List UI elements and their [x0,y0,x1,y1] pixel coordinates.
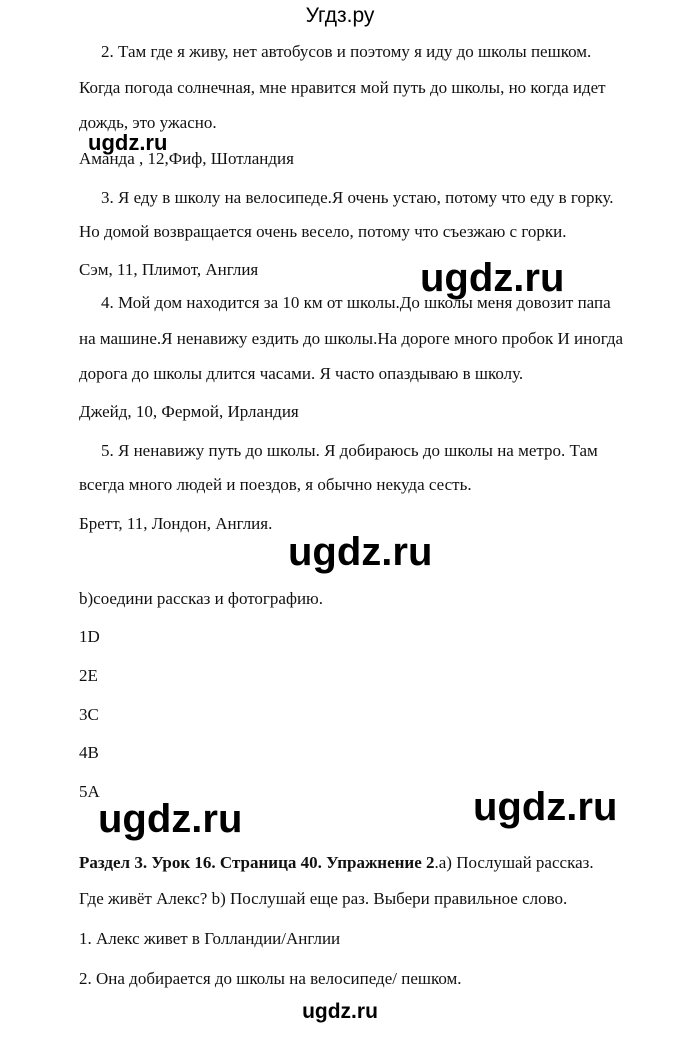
site-title: Угдз.ру [305,4,375,27]
author-brett: Бретт, 11, Лондон, Англия. [79,514,273,533]
section-heading [79,853,594,873]
answer-5: 5A [79,782,100,801]
author-amanda: Аманда , 12,Фиф, Шотландия [79,149,294,168]
paragraph-2-line-3: дождь, это ужасно. [79,113,217,132]
section-line-2: Где живёт Алекс? b) Послушай еще раз. Выбери правильное слово. [79,889,568,908]
paragraph-4-line-3: дорога до школы длится часами. Я часто опаздываю в школу. [79,364,524,383]
paragraph-5-line-2: всегда много людей и поездов, я обычно некуда сесть. [79,475,472,494]
watermark-3: ugdz.ru [288,530,433,574]
watermark-1: ugdz.ru [88,130,168,155]
answer-1: 1D [79,627,100,646]
watermark-4: ugdz.ru [98,797,243,841]
answer-3: 3C [79,705,99,724]
footer-site: ugdz.ru [302,1000,378,1023]
paragraph-5-line-1: 5. Я ненавижу путь до школы. Я добираюсь до школы на метро. Там [101,441,598,460]
watermark-5: ugdz.ru [473,785,618,829]
watermark-2: ugdz.ru [420,256,565,300]
section-heading-rest: .a) Послушай рассказ. [434,853,594,872]
answer-4: 4B [79,743,99,762]
paragraph-2-line-1: 2. Там где я живу, нет автобусов и поэтому я иду до школы пешком. [101,42,592,61]
answer-2: 2E [79,666,98,685]
paragraph-4-line-1: 4. Мой дом находится за 10 км от школы.До школы меня довозит папа [101,293,611,312]
author-sam: Сэм, 11, Плимот, Англия [79,260,259,279]
paragraph-2-line-2: Когда погода солнечная, мне нравится мой путь до школы, но когда идет [79,78,606,97]
paragraph-3-line-1: 3. Я еду в школу на велосипеде.Я очень устаю, потому что еду в горку. [101,188,614,207]
task-b: b)соедини рассказ и фотографию. [79,589,324,608]
section-item-2: 2. Она добирается до школы на велосипеде/ пешком. [79,969,462,988]
section-item-1: 1. Алекс живет в Голландии/Англии [79,929,341,948]
paragraph-4-line-2: на машине.Я ненавижу ездить до школы.На дороге много пробок И иногда [79,329,624,348]
section-heading-bold: Раздел 3. Урок 16. Страница 40. Упражнение 2 [79,853,435,872]
paragraph-3-line-2: Но домой возвращается очень весело, потому что съезжаю с горки. [79,222,567,241]
author-jade: Джейд, 10, Фермой, Ирландия [79,402,299,421]
